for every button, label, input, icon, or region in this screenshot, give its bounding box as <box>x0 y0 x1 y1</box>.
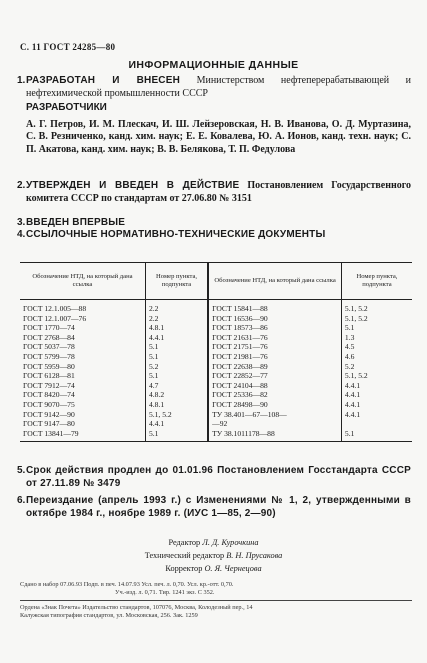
clause-cell: 4.8.1 <box>145 323 208 333</box>
clause-cell: 4.4.1 <box>341 410 412 420</box>
item-heading: РАЗРАБОТАН И ВНЕСЕН <box>26 75 181 86</box>
credit-line <box>0 562 427 575</box>
clause-cell: 4.4.1 <box>145 419 208 429</box>
document-cell: ГОСТ 12.1.005—88 <box>23 304 87 313</box>
table-row <box>20 300 412 314</box>
item-text: Срок действия продлен до 01.01.96 Постановлением Госстандарта СССР от 27.11.89 № 3479 <box>26 465 411 489</box>
document-cell: ГОСТ 21981—76 <box>208 352 341 362</box>
document-cell: ГОСТ 1770—74 <box>23 323 75 333</box>
item-6 <box>17 495 411 520</box>
item-number: 3. <box>17 217 26 228</box>
item-number: 6. <box>17 495 26 506</box>
item-4 <box>17 229 411 242</box>
credits-block <box>0 536 427 575</box>
item-number: 2. <box>17 180 26 191</box>
credit-name: Л. Д. Курочкина <box>202 538 259 547</box>
item-text: Министерством нефтеперерабатывающей и нефтехимической промышленности СССР <box>26 75 412 99</box>
publisher-details <box>20 604 412 620</box>
credit-name: В. Н. Прусакова <box>226 551 283 560</box>
clause-cell: 4.4.1 <box>341 381 412 391</box>
clause-cell: 5.1 <box>341 323 412 333</box>
item-2 <box>17 180 412 205</box>
section-title: ИНФОРМАЦИОННЫЕ ДАННЫЕ <box>128 59 299 71</box>
clause-cell: 5.2 <box>341 362 412 372</box>
divider <box>20 600 412 601</box>
credit-role: Корректор <box>165 564 203 573</box>
document-cell: ТУ 38.401—67—108— <box>208 410 341 420</box>
column-header: Номер пункта, подпункта <box>145 263 208 300</box>
document-cell: ГОСТ 9070—75 <box>23 399 75 409</box>
clause-cell: 5.1 <box>145 352 208 362</box>
document-cell: ГОСТ 9147—80 <box>23 419 75 429</box>
document-cell: ГОСТ 7912—74 <box>23 380 75 390</box>
document-cell: ГОСТ 6128—81 <box>23 371 75 381</box>
item-5 <box>17 465 411 490</box>
clause-cell: 4.4.1 <box>145 333 208 343</box>
page-header: С. 11 ГОСТ 24285—80 <box>20 42 116 52</box>
print-line: Сдано в набор 07.06.93 Подп. в печ. 14.07.93 Усл. печ. л. 0,70. Усл. кр.-отт. 0,70. <box>20 581 234 588</box>
document-cell: ТУ 38.1011178—88 <box>208 429 341 442</box>
table-row <box>20 400 412 410</box>
credit-line <box>0 549 427 562</box>
document-cell: ГОСТ 5799—78 <box>23 351 75 361</box>
document-cell: ГОСТ 21631—76 <box>208 333 341 343</box>
column-header: Обозначение НТД, на который дана ссылка <box>20 263 145 300</box>
clause-cell: 5.1 <box>145 342 208 352</box>
document-cell: ГОСТ 2768—84 <box>23 332 75 342</box>
item-text: Переиздание (апрель 1993 г.) с Изменениями № 1, 2, утвержденными в октябре 1984 г., ноябре 1989 г. (ИУС 1—85, 2—90) <box>26 495 411 519</box>
print-line: Уч.-изд. л. 0,71. Тир. 1241 экз. С 352. <box>115 589 215 596</box>
document-cell: ГОСТ 9142—90 <box>23 409 75 419</box>
clause-cell: 4.4.1 <box>341 400 412 410</box>
document-cell: ГОСТ 8420—74 <box>23 390 75 400</box>
clause-cell: 5.1, 5.2 <box>341 300 412 314</box>
clause-cell: 4.6 <box>341 352 412 362</box>
clause-cell: 4.5 <box>341 342 412 352</box>
document-cell: —92 <box>208 419 341 429</box>
item-3 <box>17 217 411 230</box>
document-cell: ГОСТ 13841—79 <box>20 429 145 442</box>
table-row <box>20 390 412 400</box>
item-heading: УТВЕРЖДЕН И ВВЕДЕН В ДЕЙСТВИЕ <box>26 180 240 191</box>
print-details <box>20 581 412 597</box>
clause-cell: 5.2 <box>145 362 208 372</box>
item-1 <box>17 75 412 156</box>
publisher-line: Ордена «Знак Почета» Издательство стандартов, 107076, Москва, Колодезный пер., 14 <box>20 604 253 611</box>
document-cell: ГОСТ 28498—90 <box>208 400 341 410</box>
item-text: Постановлением Государственного комитета СССР по стандартам от 27.06.80 № 3151 <box>26 180 412 204</box>
table-body <box>20 300 412 442</box>
table-row <box>20 381 412 391</box>
table-row <box>20 429 412 442</box>
document-cell: ГОСТ 12.1.007—76 <box>23 313 87 323</box>
document-cell: ГОСТ 5959—80 <box>23 361 75 371</box>
clause-cell: 5.1, 5.2 <box>341 371 412 381</box>
clause-cell: 2.2 <box>145 314 208 324</box>
table-row <box>20 362 412 372</box>
table-header-row <box>20 263 412 300</box>
item-heading: ССЫЛОЧНЫЕ НОРМАТИВНО-ТЕХНИЧЕСКИЕ ДОКУМЕНТЫ <box>26 229 326 240</box>
clause-cell: 4.8.1 <box>145 400 208 410</box>
credit-role: Технический редактор <box>144 551 225 560</box>
item-number: 5. <box>17 465 26 476</box>
table-row <box>20 323 412 333</box>
table-row <box>20 314 412 324</box>
developers-heading: РАЗРАБОТЧИКИ <box>26 102 107 113</box>
clause-cell: 1.3 <box>341 333 412 343</box>
clause-cell: 5.1 <box>145 371 208 381</box>
clause-cell: 5.1, 5.2 <box>341 314 412 324</box>
document-cell: ГОСТ 16536—90 <box>208 314 341 324</box>
clause-cell: 5.1, 5.2 <box>145 410 208 420</box>
clause-cell: 4.8.2 <box>145 390 208 400</box>
document-cell: ГОСТ 22638—89 <box>208 362 341 372</box>
document-cell: ГОСТ 22852—77 <box>208 371 341 381</box>
column-header: Обозначение НТД, на который дана ссылка <box>208 263 341 300</box>
references-table <box>20 262 412 442</box>
clause-cell: 5.1 <box>341 429 412 442</box>
document-cell: ГОСТ 21751—76 <box>208 342 341 352</box>
item-number: 4. <box>17 229 26 240</box>
publisher-line: Калужская типография стандартов, ул. Московская, 256. Зак. 1259 <box>20 612 198 619</box>
table-row <box>20 410 412 420</box>
document-cell: ГОСТ 25336—82 <box>208 390 341 400</box>
item-heading: ВВЕДЕН ВПЕРВЫЕ <box>26 217 126 228</box>
table-row <box>20 371 412 381</box>
table-row <box>20 352 412 362</box>
column-header: Номер пункта, подпункта <box>341 263 412 300</box>
clause-cell: 2.2 <box>145 300 208 314</box>
credit-name: О. Я. Чернецова <box>204 564 262 573</box>
document-cell: ГОСТ 15841—88 <box>208 300 341 314</box>
clause-cell: 4.4.1 <box>341 390 412 400</box>
item-number: 1. <box>17 75 26 86</box>
clause-cell: 4.7 <box>145 381 208 391</box>
table-row <box>20 342 412 352</box>
table-row <box>20 419 412 429</box>
developers-list: А. Г. Петров, И. М. Плескач, И. Ш. Лейзеровская, Н. В. Иванова, О. Д. Муртазина, С. В. Резниченко, канд. хим. наук; Е. Е. Ковалева, Ю. А. Ионов, канд. техн. наук; С. П. Акатова, канд. хим. наук; В. В. Белякова, Т. П. Федулова <box>26 118 411 155</box>
document-cell: ГОСТ 5037—78 <box>23 342 75 352</box>
document-cell: ГОСТ 18573—86 <box>208 323 341 333</box>
credit-role: Редактор <box>168 538 201 547</box>
credit-line <box>0 536 427 549</box>
document-cell: ГОСТ 24104—88 <box>208 381 341 391</box>
clause-cell: 5.1 <box>145 429 208 442</box>
table-row <box>20 333 412 343</box>
clause-cell <box>341 419 412 429</box>
